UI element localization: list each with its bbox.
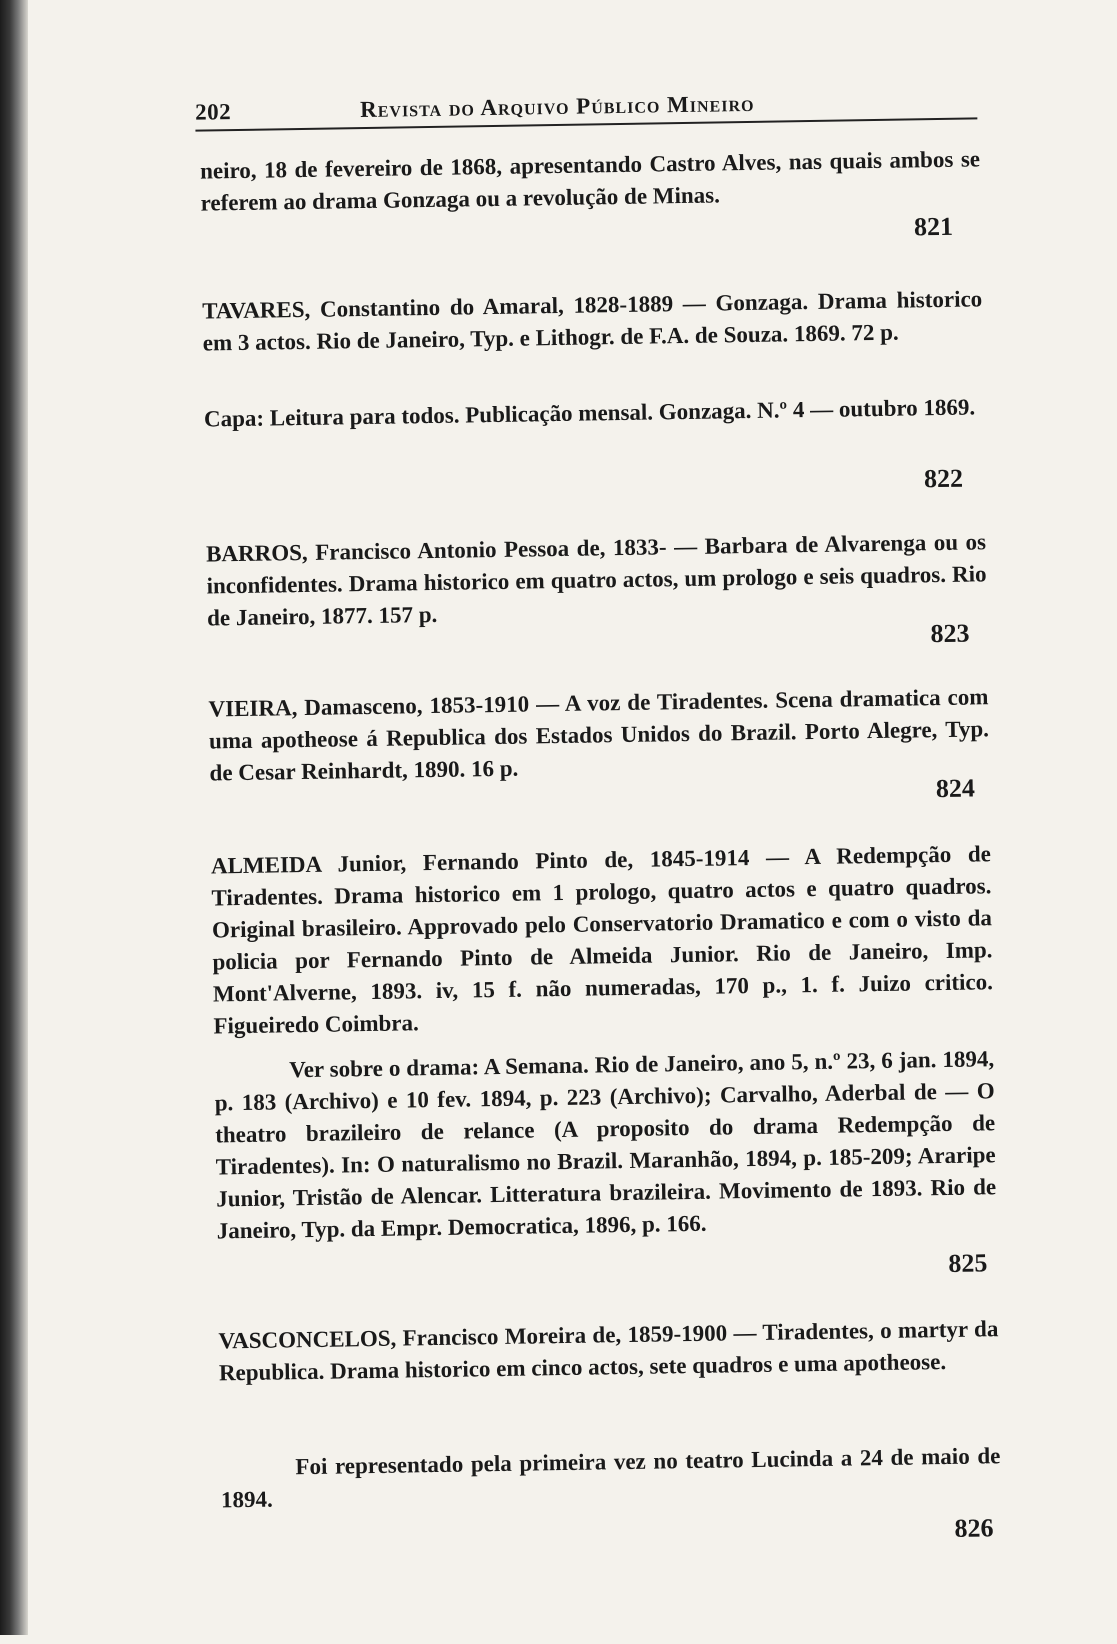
entry-vasconcelos-note: Foi representado pela primeira vez no teatro Lucinda a 24 de maio de 1894. xyxy=(220,1443,1001,1513)
entry-barros: BARROS, Francisco Antonio Pessoa de, 1833- — Barbara de Alvarenga ou os inconfidentes. Drama historico em quatro actos, um prologo e seis quadros. Rio de Janeiro, 1877. 157 p. xyxy=(205,529,987,631)
entry-number-822: 822 xyxy=(923,463,964,494)
page-number: 202 xyxy=(194,99,232,125)
entry-number-824: 824 xyxy=(935,773,976,804)
entry-tavares: TAVARES, Constantino do Amaral, 1828-1889 — Gonzaga. Drama historico em 3 actos. Rio de Janeiro, Typ. e Lithogr. de F.A. de Souza. 1869. 72 p. xyxy=(202,286,983,356)
paragraph-continuation: neiro, 18 de fevereiro de 1868, apresentando Castro Alves, nas quais ambos se referem ao drama Gonzaga ou a revolução de Minas. xyxy=(199,146,981,216)
running-header xyxy=(194,87,977,125)
entry-number-826: 826 xyxy=(954,1513,994,1543)
entry-vieira: VIEIRA, Damasceno, 1853-1910 — A voz de Tiradentes. Scena dramatica com uma apotheose á Republica dos Estados Unidos do Brazil. Porto Alegre, Typ. de Cesar Reinhardt, 1890. 16 p. xyxy=(208,684,990,786)
entry-almeida: ALMEIDA Junior, Fernando Pinto de, 1845-1914 — A Redempção de Tiradentes. Drama historico em 1 prologo, quatro actos e quatro quadros. Original brasileiro. Approvado pelo Conservatorio Dramatico e com o visto da policia por Fernando Pinto de Almeida Junior. Rio de Janeiro, Imp. Mont'Alverne, 1893. iv, 15 f. não numeradas, 170 p., 1. f. Juizo critico. Figueiredo Coimbra. xyxy=(210,841,994,1039)
entry-vasconcelos: VASCONCELOS, Francisco Moreira de, 1859-1900 — Tiradentes, o martyr da Republica. Drama historico em cinco actos, sete quadros e uma apotheose. xyxy=(218,1316,999,1386)
entry-number-823: 823 xyxy=(930,618,970,649)
entry-almeida-note: Ver sobre o drama: A Semana. Rio de Janeiro, ano 5, n.º 23, 6 jan. 1894, p. 183 (Archivo) e 10 fev. 1894, p. 223 (Archivo); Carvalho, Aderbal de — O theatro brazileiro de relance (A proposito do drama Redempção de Tiradentes). In: O naturalismo no Brazil. Maranhão, 1894, p. 185-209; Araripe Junior, Tristão de Alencar. Litteratura brazileira. Movimento de 1893. Rio de Janeiro, Typ. da Empr. Democratica, 1896, p. 166. xyxy=(214,1046,997,1244)
entry-tavares-note: Capa: Leitura para todos. Publicação mensal. Gonzaga. N.º 4 — outubro 1869. xyxy=(203,394,976,432)
entry-number-821: 821 xyxy=(913,211,954,242)
running-title: Revista do Arquivo Público Mineiro xyxy=(359,90,755,123)
entry-number-825: 825 xyxy=(948,1248,988,1278)
